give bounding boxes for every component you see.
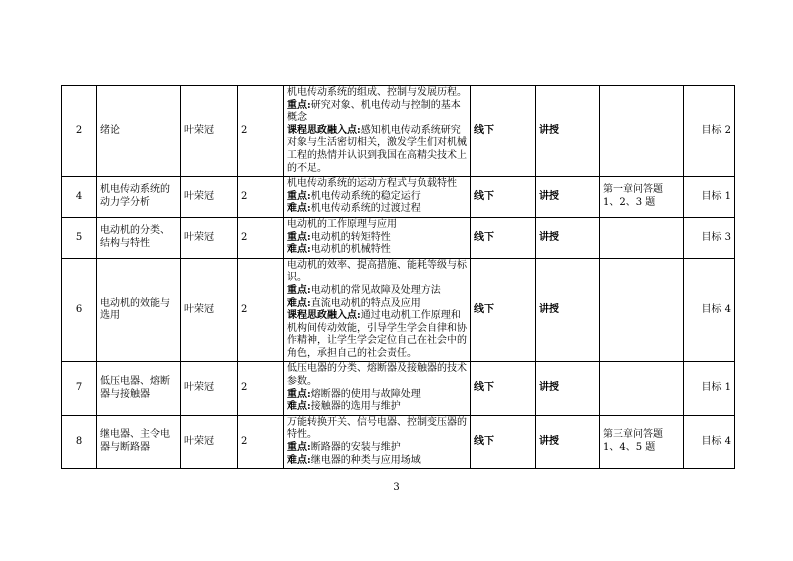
teaching-method-cell: 讲授 [536, 86, 600, 177]
content-line-label: 重点: [287, 442, 311, 454]
teaching-mode-cell: 线下 [471, 217, 536, 258]
content-line-label: 难点: [287, 454, 311, 466]
content-line [287, 310, 467, 360]
content-line [287, 125, 467, 175]
content-line-text: 接触器的选用与维护 [310, 401, 401, 413]
content-line [287, 455, 467, 468]
hours-cell: 2 [238, 217, 284, 258]
teaching-mode-cell: 线下 [471, 258, 536, 362]
content-line-text: 通过电动机工作原理和机构间传动效能，引导学生学会自律和协作精神，让学生学会定位自己在社会中的角色，承担自己的社会责任。 [287, 310, 467, 359]
course-goal-cell: 目标 3 [684, 217, 735, 258]
teaching-method-cell: 讲授 [536, 217, 600, 258]
teaching-method-cell: 讲授 [536, 362, 600, 415]
content-line-label: 难点: [287, 203, 311, 215]
content-line-text: 机电传动系统的过渡过程 [310, 203, 421, 215]
content-line [287, 219, 467, 232]
content-line-text: 熔断器的使用与故障处理 [310, 388, 421, 400]
content-line-text: 电动机的常见故障及处理方法 [310, 284, 441, 296]
content-cell [284, 258, 471, 362]
teaching-mode-cell: 线下 [471, 177, 536, 218]
content-line [287, 298, 467, 311]
course-goal-cell: 目标 1 [684, 362, 735, 415]
table-row [62, 177, 735, 218]
homework-cell: 第三章问答题 1、4、5 题 [600, 415, 684, 468]
table-row [62, 362, 735, 415]
content-line-text: 研究对象、机电传动与控制的基本概念 [287, 99, 461, 124]
teacher-cell: 叶荣冠 [181, 217, 238, 258]
content-line [287, 244, 467, 257]
content-line-label: 课程思政融入点: [287, 124, 361, 136]
content-line-label: 难点: [287, 244, 311, 256]
content-line [287, 87, 467, 100]
hours-cell: 2 [238, 258, 284, 362]
content-line [287, 401, 467, 414]
content-line [287, 417, 467, 442]
schedule-table [61, 85, 735, 469]
teacher-cell: 叶荣冠 [181, 177, 238, 218]
content-line-text: 直流电动机的特点及应用 [310, 297, 421, 309]
content-line-label: 重点: [287, 99, 311, 111]
hours-cell: 2 [238, 362, 284, 415]
table-row [62, 415, 735, 468]
content-line [287, 260, 467, 285]
content-line [287, 100, 467, 125]
lesson-title-cell: 绪论 [97, 86, 181, 177]
content-line-text: 继电器的种类与应用场域 [310, 454, 421, 466]
content-line-text: 电动机的机械特性 [310, 244, 391, 256]
content-line-text: 万能转换开关、信号电器、控制变压器的特性。 [287, 416, 467, 441]
lesson-number-cell: 5 [62, 217, 97, 258]
content-line [287, 232, 467, 245]
content-line-text: 电动机的效率、提高措施、能耗等级与标识。 [287, 259, 467, 284]
teacher-cell: 叶荣冠 [181, 258, 238, 362]
homework-cell [600, 258, 684, 362]
homework-cell [600, 86, 684, 177]
teacher-cell: 叶荣冠 [181, 362, 238, 415]
course-goal-cell: 目标 2 [684, 86, 735, 177]
teaching-mode-cell: 线下 [471, 86, 536, 177]
content-line [287, 203, 467, 216]
homework-cell: 第一章问答题 1、2、3 题 [600, 177, 684, 218]
content-line-text: 断路器的安装与维护 [310, 442, 401, 454]
content-line-text: 机电传动系统的稳定运行 [310, 190, 421, 202]
teaching-method-cell: 讲授 [536, 258, 600, 362]
content-cell [284, 217, 471, 258]
teaching-mode-cell: 线下 [471, 362, 536, 415]
content-line-text: 电动机的转矩特性 [310, 231, 391, 243]
content-line-label: 重点: [287, 388, 311, 400]
content-cell [284, 86, 471, 177]
teaching-method-cell: 讲授 [536, 415, 600, 468]
content-line-label: 课程思政融入点: [287, 310, 361, 322]
lesson-number-cell: 7 [62, 362, 97, 415]
content-line-label: 重点: [287, 231, 311, 243]
course-goal-cell: 目标 1 [684, 177, 735, 218]
lesson-number-cell: 6 [62, 258, 97, 362]
table-row [62, 258, 735, 362]
content-cell [284, 177, 471, 218]
content-line [287, 285, 467, 298]
table-row [62, 217, 735, 258]
content-line-label: 难点: [287, 297, 311, 309]
content-line-text: 低压电器的分类、熔断器及接触器的技术参数。 [287, 363, 467, 388]
content-line [287, 389, 467, 402]
table-row [62, 86, 735, 177]
content-line [287, 191, 467, 204]
lesson-title-cell: 机电传动系统的动力学分析 [97, 177, 181, 218]
teaching-method-cell: 讲授 [536, 177, 600, 218]
content-line-label: 重点: [287, 284, 311, 296]
homework-cell [600, 217, 684, 258]
course-goal-cell: 目标 4 [684, 415, 735, 468]
content-line-text: 感知机电传动系统研究对象与生活密切相关，激发学生们对机械工程的热情并认识到我国在高精尖技术上的不足。 [287, 124, 467, 174]
lesson-number-cell: 2 [62, 86, 97, 177]
lesson-title-cell: 低压电器、熔断器与接触器 [97, 362, 181, 415]
lesson-title-cell: 电动机的分类、结构与特性 [97, 217, 181, 258]
content-line [287, 178, 467, 191]
lesson-title-cell: 继电器、主令电器与断路器 [97, 415, 181, 468]
content-line-text: 电动机的工作原理与应用 [287, 218, 397, 230]
teacher-cell: 叶荣冠 [181, 86, 238, 177]
lesson-number-cell: 8 [62, 415, 97, 468]
hours-cell: 2 [238, 177, 284, 218]
content-line-label: 难点: [287, 401, 311, 413]
content-line-label: 重点: [287, 190, 311, 202]
content-line [287, 363, 467, 388]
content-cell [284, 362, 471, 415]
lesson-title-cell: 电动机的效能与选用 [97, 258, 181, 362]
lesson-number-cell: 4 [62, 177, 97, 218]
content-cell [284, 415, 471, 468]
page-number: 3 [393, 482, 400, 493]
homework-cell [600, 362, 684, 415]
course-goal-cell: 目标 4 [684, 258, 735, 362]
hours-cell: 2 [238, 86, 284, 177]
teacher-cell: 叶荣冠 [181, 415, 238, 468]
content-line [287, 442, 467, 455]
content-line-text: 机电传动系统的组成、控制与发展历程。 [287, 87, 467, 98]
content-line-text: 机电传动系统的运动方程式与负载特性 [287, 178, 457, 190]
teaching-mode-cell: 线下 [471, 415, 536, 468]
hours-cell: 2 [238, 415, 284, 468]
